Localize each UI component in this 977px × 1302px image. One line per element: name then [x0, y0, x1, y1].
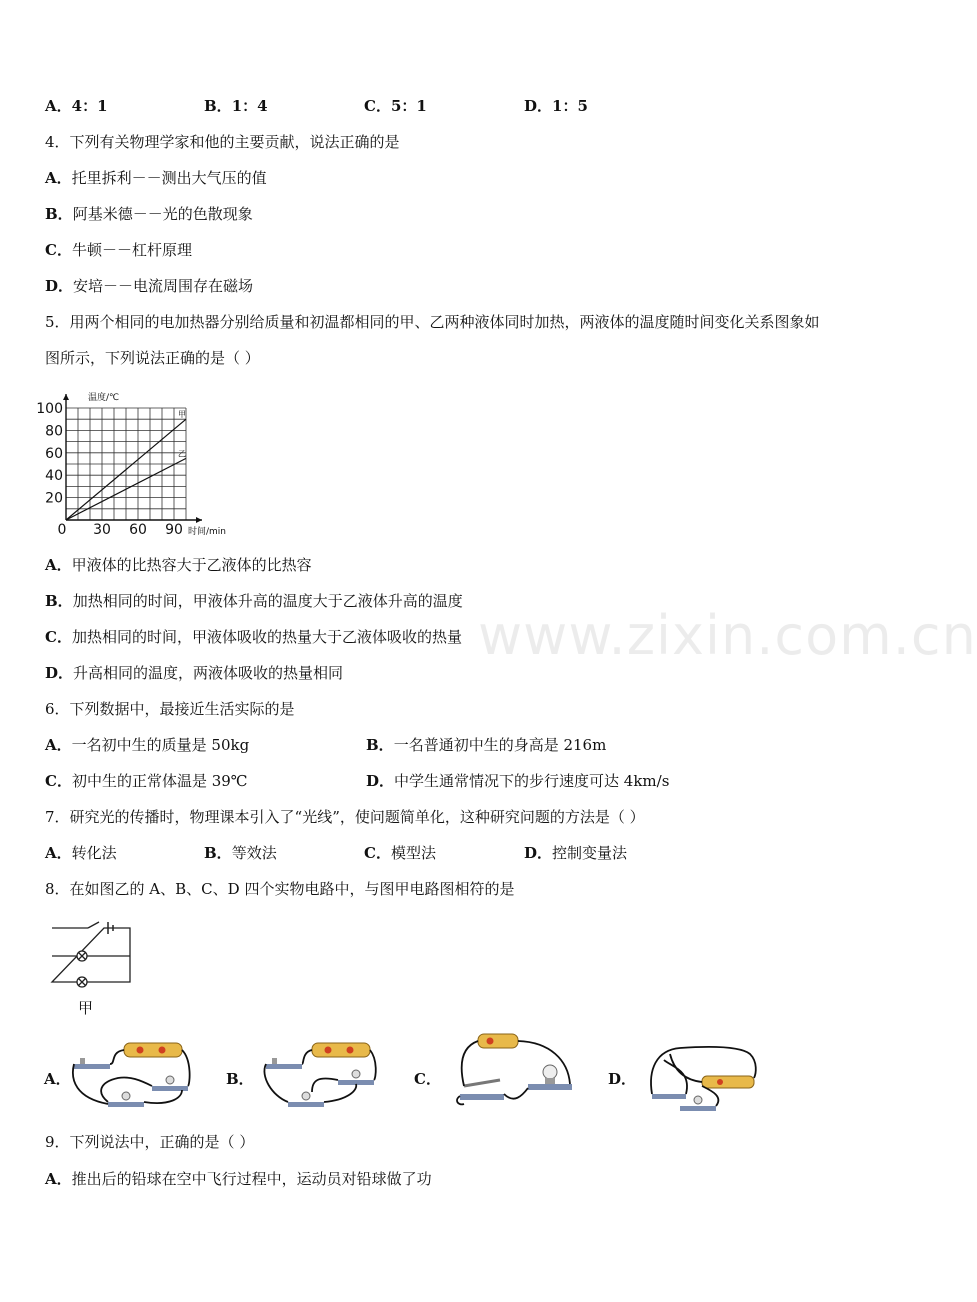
q3-option-a[interactable]: A．4：1: [45, 97, 108, 115]
q3-option-d[interactable]: D．1：5: [524, 97, 588, 115]
circuit-photo-a[interactable]: [70, 1040, 194, 1112]
q7-stem: 7．研究光的传播时，物理课本引入了“光线”，使问题简单化，这种研究问题的方法是（ ）: [45, 808, 645, 826]
q3-option-b[interactable]: B．1：4: [204, 97, 268, 115]
lamp-base-1: [338, 1070, 374, 1085]
q7-option-a[interactable]: A．转化法: [45, 844, 117, 862]
y-tick-label: 20: [45, 490, 63, 507]
x-axis-label: 时间/min: [188, 527, 227, 537]
x-axis-arrow: [196, 517, 202, 523]
switch-base: [652, 1094, 686, 1099]
lamp-base-1: [152, 1076, 188, 1091]
q3-option-c[interactable]: C．5：1: [364, 97, 427, 115]
q5-stem-line2: 图所示，下列说法正确的是（ ）: [45, 349, 260, 367]
circuit-photo-d[interactable]: [640, 1040, 764, 1116]
y-tick-label: 60: [45, 445, 63, 462]
y-tick-label: 80: [45, 423, 63, 440]
circuit-schematic-jia: [46, 920, 136, 988]
circuit-label-d[interactable]: D．: [608, 1070, 637, 1088]
lamp-symbol-2: [77, 977, 87, 987]
battery-holder: [478, 1034, 518, 1048]
series-label-2: 乙: [178, 449, 186, 459]
lamp-base-2: [288, 1092, 324, 1107]
circuit-photo-b[interactable]: [258, 1040, 382, 1112]
switch-base: [74, 1058, 110, 1069]
battery-holder: [124, 1043, 182, 1057]
circuit-label-a[interactable]: A．: [44, 1070, 71, 1088]
lamp-base-2: [108, 1092, 144, 1107]
q6-option-c[interactable]: C．初中生的正常体温是 39℃: [45, 772, 248, 790]
q5-stem-line1: 5．用两个相同的电加热器分别给质量和初温都相同的甲、乙两种液体同时加热，两液体的温度随时间变化关系图象如: [45, 313, 820, 331]
battery-holder: [312, 1043, 370, 1057]
x-tick-label: 30: [93, 522, 111, 538]
q4-option-b[interactable]: B．阿基米德－－光的色散现象: [45, 205, 253, 223]
q7-option-b[interactable]: B．等效法: [204, 844, 277, 862]
y-tick-label: 40: [45, 468, 63, 485]
q9-option-a[interactable]: A．推出后的铅球在空中飞行过程中，运动员对铅球做了功: [45, 1170, 432, 1188]
chart-grid: [66, 408, 186, 520]
x-tick-label: 0: [57, 522, 67, 538]
y-tick-label: 100: [36, 401, 63, 417]
q4-option-d[interactable]: D．安培－－电流周围存在磁场: [45, 277, 254, 295]
q6-option-a[interactable]: A．一名初中生的质量是 50kg: [45, 736, 250, 754]
temperature-time-chart: [36, 386, 240, 538]
series-label-1: 甲: [178, 410, 186, 420]
q5-option-d[interactable]: D．升高相同的温度，两液体吸收的热量相同: [45, 664, 344, 682]
y-axis-label: 温度/℃: [88, 393, 120, 403]
q5-option-c[interactable]: C．加热相同的时间，甲液体吸收的热量大于乙液体吸收的热量: [45, 628, 462, 646]
q5-option-b[interactable]: B．加热相同的时间，甲液体升高的温度大于乙液体升高的温度: [45, 592, 463, 610]
x-tick-label: 90: [165, 522, 183, 538]
q7-option-c[interactable]: C．模型法: [364, 844, 436, 862]
battery-holder: [702, 1076, 754, 1088]
x-tick-label: 60: [129, 522, 147, 538]
q9-stem: 9．下列说法中，正确的是（ ）: [45, 1133, 255, 1151]
switch-base: [460, 1080, 504, 1100]
lamp-symbol-1: [77, 951, 87, 961]
circuit-label-c[interactable]: C．: [414, 1070, 441, 1088]
q6-option-b[interactable]: B．一名普通初中生的身高是 216m: [366, 736, 607, 754]
q5-option-a[interactable]: A．甲液体的比热容大于乙液体的比热容: [45, 556, 312, 574]
q8-stem: 8．在如图乙的 A、B、C、D 四个实物电路中，与图甲电路图相符的是: [45, 880, 515, 898]
q6-option-d[interactable]: D．中学生通常情况下的步行速度可达 4km/s: [366, 772, 670, 790]
switch-symbol: [88, 922, 99, 928]
circuit-photo-c[interactable]: [450, 1030, 578, 1110]
q4-option-a[interactable]: A．托里拆利－－测出大气压的值: [45, 169, 267, 187]
q4-option-c[interactable]: C．牛顿－－杠杆原理: [45, 241, 192, 259]
watermark: www.zixin.com.cn: [478, 604, 977, 667]
q4-stem: 4．下列有关物理学家和他的主要贡献，说法正确的是: [45, 133, 400, 151]
q6-stem: 6．下列数据中，最接近生活实际的是: [45, 700, 295, 718]
switch-base: [266, 1058, 302, 1069]
y-axis-arrow: [63, 394, 69, 400]
q7-option-d[interactable]: D．控制变量法: [524, 844, 628, 862]
schematic-wires: [52, 928, 130, 982]
circuit-label-b[interactable]: B．: [226, 1070, 254, 1088]
diagram-label-jia: 甲: [78, 999, 94, 1017]
